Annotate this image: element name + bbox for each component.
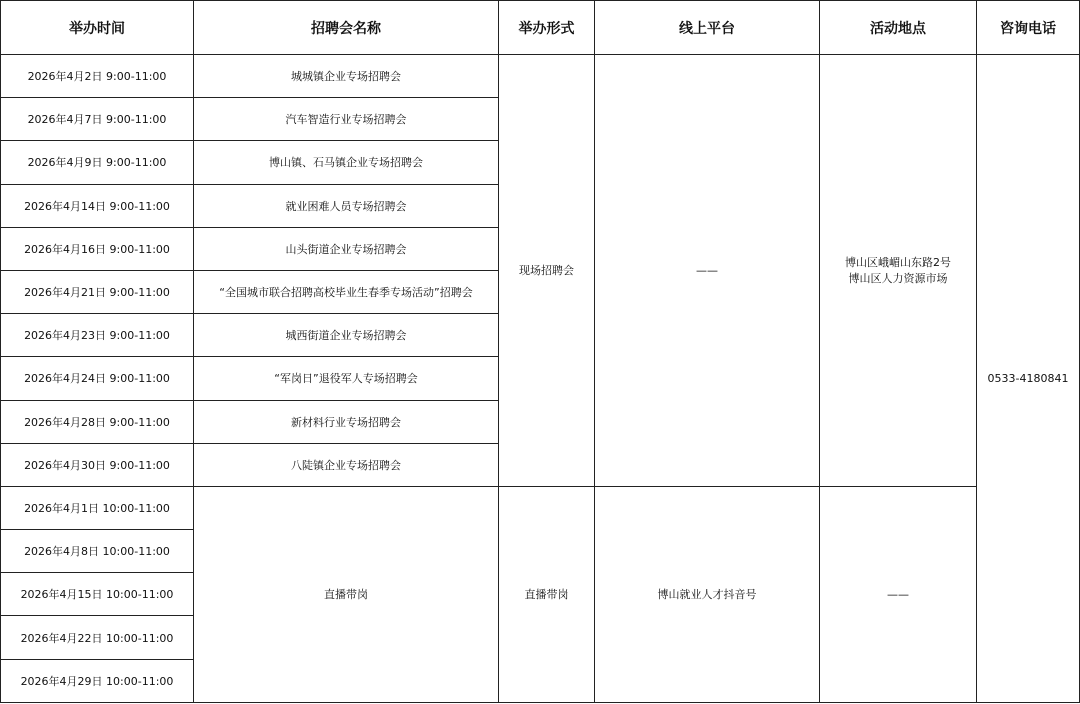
time-cell: 2026年4月28日 9:00-11:00 bbox=[1, 400, 194, 443]
name-cell: 就业困难人员专场招聘会 bbox=[194, 184, 499, 227]
time-cell: 2026年4月15日 10:00-11:00 bbox=[1, 573, 194, 616]
live-platform-cell: 博山就业人才抖音号 bbox=[595, 486, 820, 702]
time-cell: 2026年4月14日 9:00-11:00 bbox=[1, 184, 194, 227]
phone-cell: 0533-4180841 bbox=[977, 55, 1080, 703]
table-row bbox=[1, 55, 1080, 98]
header-location: 活动地点 bbox=[820, 1, 977, 55]
header-platform: 线上平台 bbox=[595, 1, 820, 55]
live-form-cell: 直播带岗 bbox=[499, 486, 595, 702]
header-name: 招聘会名称 bbox=[194, 1, 499, 55]
time-cell: 2026年4月2日 9:00-11:00 bbox=[1, 55, 194, 98]
name-cell: 博山镇、石马镇企业专场招聘会 bbox=[194, 141, 499, 184]
time-cell: 2026年4月8日 10:00-11:00 bbox=[1, 530, 194, 573]
time-cell: 2026年4月16日 9:00-11:00 bbox=[1, 227, 194, 270]
onsite-form-cell: 现场招聘会 bbox=[499, 55, 595, 487]
time-cell: 2026年4月9日 9:00-11:00 bbox=[1, 141, 194, 184]
name-cell: 八陡镇企业专场招聘会 bbox=[194, 443, 499, 486]
location-line-1: 博山区峨嵋山东路2号 bbox=[845, 256, 951, 270]
header-time: 举办时间 bbox=[1, 1, 194, 55]
header-phone: 咨询电话 bbox=[977, 1, 1080, 55]
time-cell: 2026年4月30日 9:00-11:00 bbox=[1, 443, 194, 486]
name-cell: 城西街道企业专场招聘会 bbox=[194, 314, 499, 357]
name-cell: 新材料行业专场招聘会 bbox=[194, 400, 499, 443]
onsite-location-cell bbox=[820, 55, 977, 487]
header-row bbox=[1, 1, 1080, 55]
location-line-2: 博山区人力资源市场 bbox=[848, 272, 948, 286]
time-cell: 2026年4月1日 10:00-11:00 bbox=[1, 486, 194, 529]
name-cell: 山头街道企业专场招聘会 bbox=[194, 227, 499, 270]
live-name-cell: 直播带岗 bbox=[194, 486, 499, 702]
time-cell: 2026年4月23日 9:00-11:00 bbox=[1, 314, 194, 357]
onsite-platform-cell: —— bbox=[595, 55, 820, 487]
time-cell: 2026年4月24日 9:00-11:00 bbox=[1, 357, 194, 400]
time-cell: 2026年4月7日 9:00-11:00 bbox=[1, 98, 194, 141]
time-cell: 2026年4月21日 9:00-11:00 bbox=[1, 270, 194, 313]
time-cell: 2026年4月22日 10:00-11:00 bbox=[1, 616, 194, 659]
name-cell: 城城镇企业专场招聘会 bbox=[194, 55, 499, 98]
header-form: 举办形式 bbox=[499, 1, 595, 55]
name-cell: “军岗日”退役军人专场招聘会 bbox=[194, 357, 499, 400]
live-location-cell: —— bbox=[820, 486, 977, 702]
time-cell: 2026年4月29日 10:00-11:00 bbox=[1, 659, 194, 702]
table-row bbox=[1, 486, 1080, 529]
name-cell: “全国城市联合招聘高校毕业生春季专场活动”招聘会 bbox=[194, 270, 499, 313]
name-cell: 汽车智造行业专场招聘会 bbox=[194, 98, 499, 141]
